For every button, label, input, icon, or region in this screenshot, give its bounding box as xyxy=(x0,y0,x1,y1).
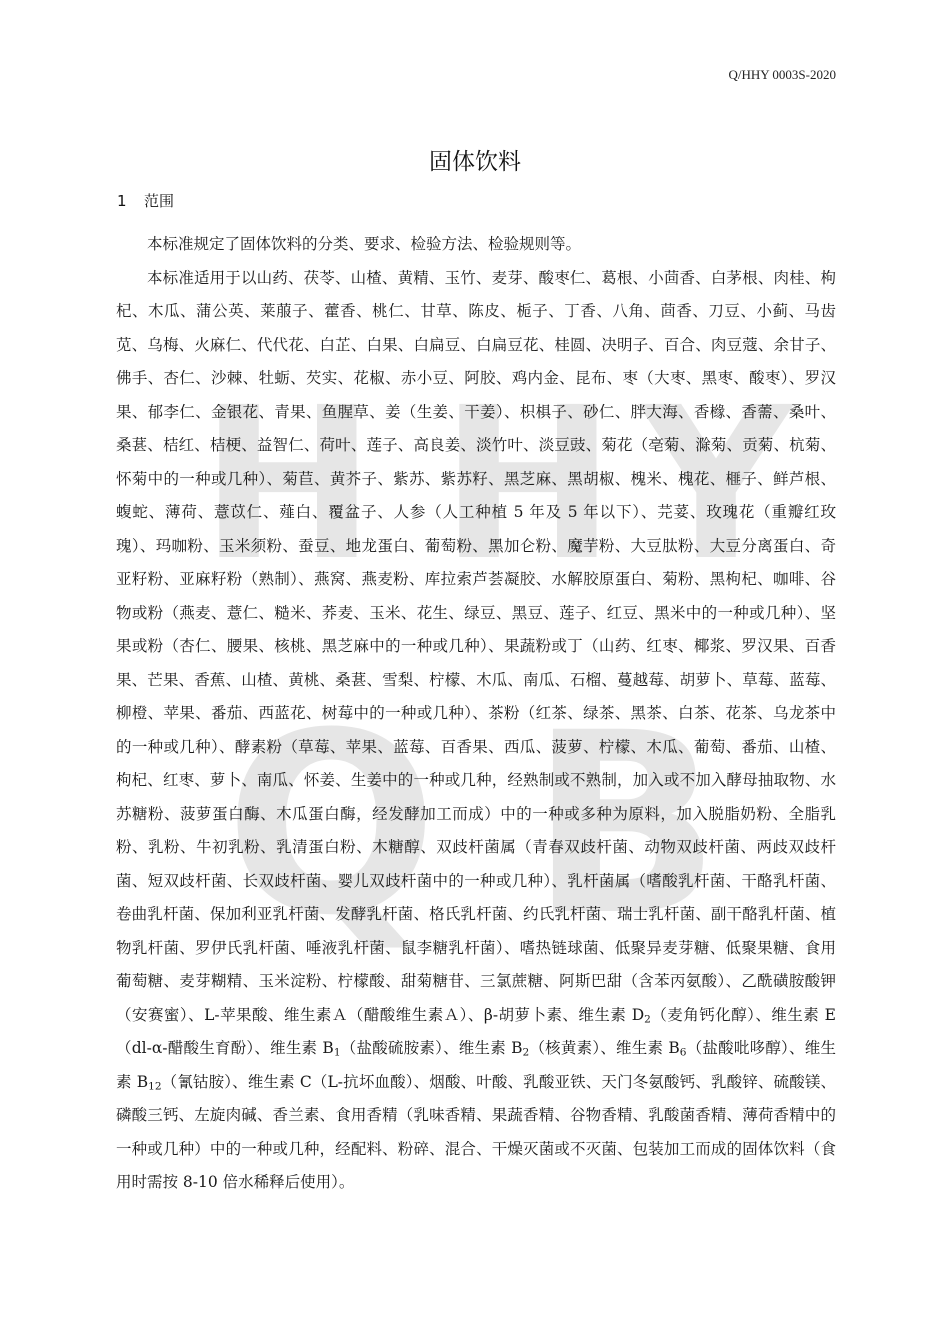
text-run: 本标准适用于以山药、茯苓、山楂、黄精、玉竹、麦芽、酸枣仁、葛根、小茴香、白茅根、肉桂、枸杞、木瓜、蒲公英、莱菔子、藿香、桃仁、甘草、陈皮、栀子、丁香、八角、茴香、刀豆、小蓟、马齿苋、乌梅、火麻仁、代代花、白芷、白果、白扁豆、白扁豆花、桂圆、决明子、百合、肉豆蔻、余甘子、佛手、杏仁、沙棘、牡蛎、芡实、花椒、赤小豆、阿胶、鸡内金、昆布、枣（大枣、黑枣、酸枣）、罗汉果、郁李仁、金银花、青果、鱼腥草、姜（生姜、干姜）、枳椇子、砂仁、胖大海、香橼、香薷、桑叶、桑葚、桔红、桔梗、益智仁、荷叶、莲子、高良姜、淡竹叶、淡豆豉、菊花（亳菊、滁菊、贡菊、杭菊、怀菊中的一种或几种）、菊苣、黄芥子、紫苏、紫苏籽、黑芝麻、黑胡椒、槐米、槐花、榧子、鲜芦根、蝮蛇、薄荷、薏苡仁、薤白、覆盆子、人参（人工种植 5 年及 5 年以下）、芫荽、玫瑰花（重瓣红玫瑰）、玛咖粉、玉米须粉、蚕豆、地龙蛋白、葡萄粉、黑加仑粉、魔芋粉、大豆肽粉、大豆分离蛋白、奇亚籽粉、亚麻籽粉（熟制）、燕窝、燕麦粉、库拉索芦荟凝胶、水解胶原蛋白、菊粉、黑枸杞、咖啡、谷物或粉（燕麦、薏仁、糙米、荞麦、玉米、花生、绿豆、黑豆、莲子、红豆、黑米中的一种或几种）、坚果或粉（杏仁、腰果、核桃、黑芝麻中的一种或几种）、果蔬粉或丁（山药、红枣、椰浆、罗汉果、百香果、芒果、香蕉、山楂、黄桃、桑葚、雪梨、柠檬、木瓜、南瓜、石榴、蔓越莓、胡萝卜、草莓、蓝莓、柳橙、苹果、番茄、西蓝花、树莓中的一种或几种）、茶粉（红茶、绿茶、黑茶、白茶、花茶、乌龙茶中的一种或几种）、酵素粉（草莓、苹果、蓝莓、百香果、西瓜、菠萝、柠檬、木瓜、葡萄、番茄、山楂、枸杞、红枣、萝卜、南瓜、怀姜、生姜中的一种或几种，经熟制或不熟制，加入或不加入酵母抽取物、水苏糖粉、菠萝蛋白酶、木瓜蛋白酶，经发酵加工而成）中的一种或多种为原料，加入脱脂奶粉、全脂乳粉、乳粉、牛初乳粉、乳清蛋白粉、木糖醇、双歧杆菌属（青春双歧杆菌、动物双歧杆菌、两歧双歧杆菌、短双歧杆菌、长双歧杆菌、婴儿双歧杆菌中的一种或几种）、乳杆菌属（嗜酸乳杆菌、干酪乳杆菌、卷曲乳杆菌、保加利亚乳杆菌、发酵乳杆菌、格氏乳杆菌、约氏乳杆菌、瑞士乳杆菌、副干酪乳杆菌、植物乳杆菌、罗伊氏乳杆菌、唾液乳杆菌、鼠李糖乳杆菌）、嗜热链球菌、低聚异麦芽糖、低聚果糖、食用葡萄糖、麦芽糊精、玉米淀粉、柠檬酸、甜菊糖苷、三氯蔗糖、阿斯巴甜（含苯丙氨酸）、乙酰磺胺酸钾（安赛蜜）、L-苹果酸、维生素Ａ（醋酸维生素Ａ）、β-胡萝卜素、维生素 D xyxy=(116,268,836,1024)
text-run: （氰钴胺）、维生素 C（L-抗坏血酸）、烟酸、叶酸、乳酸亚铁、天门冬氨酸钙、乳酸锌、硫酸镁、磷酸三钙、左旋肉碱、香兰素、食用香精（乳味香精、果蔬香精、谷物香精、乳酸菌香精、薄荷香精中的一种或几种）中的一种或几种，经配料、粉碎、混合、干燥灭菌或不灭菌、包装加工而成的固体饮料（食用时需按 8-10 倍水稀释后使用）。 xyxy=(116,1072,836,1191)
paragraph-scope-applicability xyxy=(116,262,836,1200)
watermark-letter-y: Y xyxy=(640,362,793,607)
watermark-letter-h1: H xyxy=(200,362,376,607)
document-body xyxy=(116,228,836,1200)
paragraph-scope-summary: 本标准规定了固体饮料的分类、要求、检验方法、检验规则等。 xyxy=(147,235,582,253)
text-run: （麦角钙化醇）、维生素 E（dl-α-醋酸生育酚）、维生素 B xyxy=(116,1005,836,1057)
watermark-letter-h2: H xyxy=(440,362,616,607)
subscript: 2 xyxy=(522,1046,530,1059)
subscript: 2 xyxy=(644,1013,651,1026)
subscript: 12 xyxy=(148,1080,162,1093)
subscript: 6 xyxy=(679,1046,687,1059)
section-number: 1 xyxy=(117,192,127,210)
section-title: 范围 xyxy=(144,192,175,210)
page-title: 固体饮料 xyxy=(429,149,521,175)
standard-code: Q/HHY 0003S-2020 xyxy=(728,67,836,82)
text-run: （盐酸吡哆醇）、维生素 B xyxy=(116,1039,836,1091)
watermark-letter-q: Q xyxy=(225,679,438,970)
text-run: （盐酸硫胺素）、维生素 B xyxy=(340,1039,523,1057)
section-heading xyxy=(117,190,174,211)
text-run: （核黄素）、维生素 B xyxy=(529,1039,680,1057)
watermark-letter-b: B xyxy=(530,679,721,970)
subscript: 1 xyxy=(333,1046,341,1059)
